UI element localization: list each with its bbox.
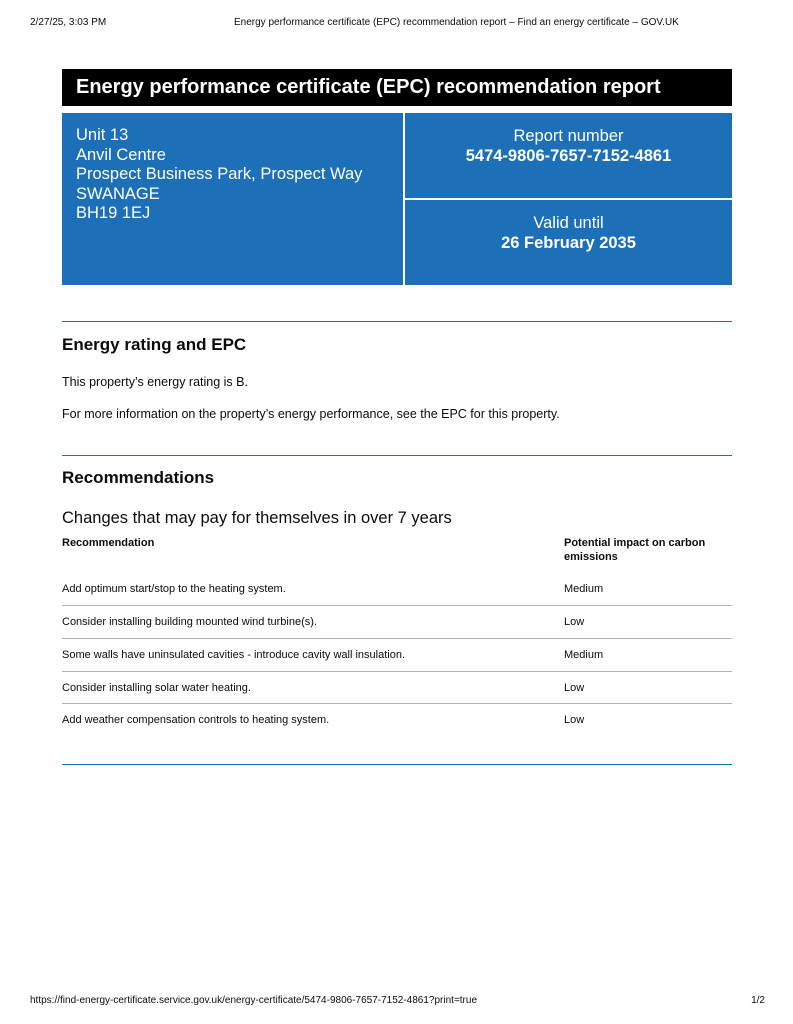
address-line-4: SWANAGE <box>76 184 160 203</box>
print-date: 2/27/25, 3:03 PM <box>30 17 107 28</box>
address-line-3: Prospect Business Park, Prospect Way <box>76 165 363 184</box>
column-header-recommendation: Recommendation <box>62 537 155 549</box>
column-header-impact-line1: Potential impact on carbon <box>564 537 706 549</box>
impact-value: Low <box>564 616 585 628</box>
page-title: Energy performance certificate (EPC) recommendation report <box>62 69 732 106</box>
print-page-title: Energy performance certificate (EPC) recommendation report – Find an energy certificate – GOV.UK <box>234 17 679 28</box>
row-divider <box>62 605 732 606</box>
print-footer <box>30 995 765 1009</box>
table-row <box>62 649 732 682</box>
impact-value: Medium <box>564 583 604 595</box>
address-postcode: BH19 1EJ <box>76 204 151 223</box>
report-number-panel <box>405 113 732 198</box>
property-address <box>62 113 403 285</box>
row-divider <box>62 638 732 639</box>
table-row <box>62 714 732 747</box>
energy-rating-text: This property’s energy rating is B. <box>62 375 248 389</box>
row-divider <box>62 703 732 704</box>
table-row <box>62 583 732 616</box>
valid-until-value: 26 February 2035 <box>501 234 636 252</box>
section-divider <box>62 764 732 765</box>
valid-until-label: Valid until <box>533 214 604 232</box>
table-row <box>62 682 732 715</box>
recommendation-text: Add optimum start/stop to the heating system. <box>62 583 286 595</box>
print-header <box>30 17 765 31</box>
report-number-label: Report number <box>513 127 624 145</box>
address-line-1: Unit 13 <box>76 126 129 144</box>
recommendations-heading: Recommendations <box>62 468 215 487</box>
column-header-impact-line2: emissions <box>564 550 618 563</box>
row-divider <box>62 671 732 672</box>
column-header-impact <box>564 537 705 564</box>
print-url: https://find-energy-certificate.service.gov.uk/energy-certificate/5474-9806-7657-7152-4861?print=true <box>30 995 478 1006</box>
valid-until-panel <box>405 200 732 285</box>
impact-value: Low <box>564 682 585 694</box>
recommendation-text: Some walls have uninsulated cavities - introduce cavity wall insulation. <box>62 649 406 661</box>
recommendation-text: Consider installing solar water heating. <box>62 682 251 694</box>
recommendation-text: Consider installing building mounted wind turbine(s). <box>62 616 317 628</box>
energy-rating-heading: Energy rating and EPC <box>62 335 247 354</box>
address-line-2: Anvil Centre <box>76 145 166 164</box>
impact-value: Low <box>564 714 585 726</box>
recommendation-text: Add weather compensation controls to heating system. <box>62 714 330 726</box>
section-divider <box>62 455 732 456</box>
report-number-value: 5474-9806-7657-7152-4861 <box>465 147 672 165</box>
section-divider <box>62 321 732 322</box>
recommendations-subheading: Changes that may pay for themselves in over 7 years <box>62 509 452 527</box>
print-page-number: 1/2 <box>751 995 765 1006</box>
table-row <box>62 616 732 649</box>
impact-value: Medium <box>564 649 604 661</box>
epc-info-text: For more information on the property’s energy performance, see the EPC for this property. <box>62 407 560 421</box>
